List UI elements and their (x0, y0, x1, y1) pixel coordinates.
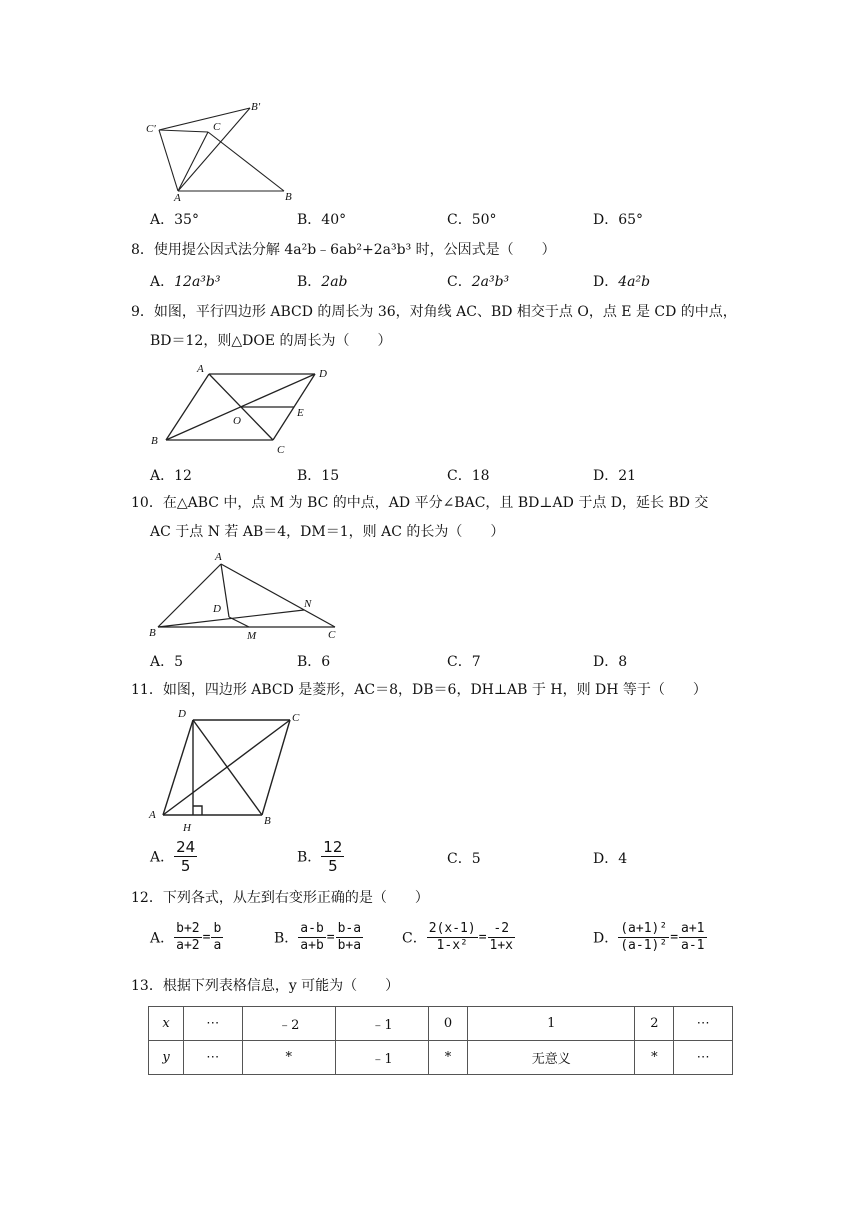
equals-sign: = (202, 930, 211, 945)
fraction-numerator: b+2 (176, 921, 200, 936)
option-text: 4a²b (618, 274, 651, 290)
table-cell: ﹣1 (335, 1041, 428, 1075)
q8-option-c[interactable] (447, 271, 509, 291)
option-letter: B． (274, 930, 299, 947)
q10-option-c[interactable] (447, 651, 481, 671)
fraction-denominator: a-1 (681, 938, 705, 953)
q11-option-b[interactable] (297, 838, 344, 875)
q9-label-b: B (151, 435, 158, 447)
q9-label-a: A (197, 363, 204, 375)
q9-option-c[interactable] (447, 465, 490, 485)
q7-label-cprime: C′ (146, 123, 156, 135)
option-letter: A． (150, 212, 175, 228)
fraction-numerator: (a+1)² (620, 921, 668, 936)
option-letter: B． (297, 849, 322, 866)
table-row-x (149, 1007, 733, 1041)
option-text: 4 (618, 851, 628, 867)
q8-option-a[interactable] (150, 271, 220, 291)
q8-stem: 8．使用提公因式法分解 4a²b﹣6ab²+2a³b³ 时，公因式是（ ） (131, 242, 556, 258)
q11-option-a[interactable] (150, 838, 197, 875)
option-letter: C． (447, 212, 472, 228)
option-fraction (321, 838, 344, 875)
fraction-numerator: b-a (337, 921, 362, 936)
option-letter: C． (447, 851, 472, 867)
table-cell: * (242, 1041, 335, 1075)
option-letter: B． (297, 468, 322, 484)
fraction-denominator: (a-1)² (620, 938, 668, 953)
q9-stem-line1: 9．如图，平行四边形 ABCD 的周长为 36，对角线 AC、BD 相交于点 O，点 E 是 CD 的中点， (131, 304, 737, 320)
fraction-numerator: b (213, 921, 222, 936)
option-letter: A． (150, 654, 175, 670)
left-fraction (427, 921, 478, 954)
q7-label-bprime: B′ (251, 101, 261, 113)
q11-label-b: B (264, 815, 271, 827)
q7-label-a: A (174, 192, 181, 202)
table-cell: ⋯ (183, 1041, 242, 1075)
q7-option-c[interactable] (447, 209, 497, 229)
q9-option-d[interactable] (593, 465, 636, 485)
table-cell: 2 (635, 1007, 674, 1041)
fraction-denominator: b+a (337, 938, 362, 953)
option-letter: D． (593, 468, 619, 484)
q10-label-n: N (304, 598, 312, 610)
option-letter: B． (297, 654, 322, 670)
option-letter: D． (593, 274, 619, 290)
fraction-denominator: 5 (328, 857, 338, 875)
q10-stem-line2: AC 于点 N 若 AB＝4，DM＝1，则 AC 的长为（ ） (150, 524, 505, 540)
option-text: 50° (471, 212, 497, 228)
q12-option-d[interactable] (593, 921, 707, 954)
option-text: 18 (471, 468, 490, 484)
option-text: 5 (471, 851, 481, 867)
fraction-numerator: a-b (300, 921, 324, 936)
fraction-denominator: a (213, 938, 222, 953)
q7-option-a[interactable] (150, 209, 199, 229)
table-cell: ⋯ (674, 1007, 733, 1041)
option-text: 40° (321, 212, 347, 228)
table-cell: 1 (467, 1007, 635, 1041)
q13-info-table (148, 1006, 733, 1075)
table-cell: ⋯ (183, 1007, 242, 1041)
option-text: 2ab (321, 274, 348, 290)
q9-stem-line2: BD＝12，则△DOE 的周长为（ ） (150, 333, 392, 349)
option-text: 7 (471, 654, 481, 670)
q11-option-c[interactable] (447, 848, 481, 868)
fraction-numerator: -2 (488, 921, 515, 938)
fraction-denominator: a+2 (176, 938, 200, 953)
left-fraction (618, 921, 669, 954)
fraction-denominator: 5 (180, 857, 191, 875)
q9-figure (145, 360, 345, 460)
option-fraction (174, 838, 197, 875)
right-fraction (336, 921, 363, 954)
option-text: 12a³b³ (174, 274, 221, 290)
option-letter: D． (593, 930, 619, 947)
option-text: 21 (618, 468, 637, 484)
q11-option-d[interactable] (593, 848, 627, 868)
fraction-numerator: 24 (176, 838, 196, 856)
equals-sign: = (326, 930, 335, 945)
q9-label-d: D (319, 368, 327, 380)
option-text: 15 (321, 468, 340, 484)
option-letter: A． (150, 274, 175, 290)
table-cell: y (149, 1041, 184, 1075)
fraction-denominator: 1+x (489, 938, 513, 953)
q8-option-d[interactable] (593, 271, 650, 291)
q9-label-e: E (297, 407, 304, 419)
table-cell: 0 (429, 1007, 468, 1041)
q11-stem: 11．如图，四边形 ABCD 是菱形，AC＝8，DB＝6，DH⊥AB 于 H，则 DH 等于（ ） (131, 682, 707, 698)
equals-sign: = (478, 930, 487, 945)
q10-label-b: B (149, 627, 156, 639)
q8-option-b[interactable] (297, 271, 348, 291)
equals-sign: = (670, 930, 679, 945)
q10-label-c: C (328, 629, 336, 641)
fraction-numerator: 2(x-1) (428, 921, 476, 936)
option-letter: A． (150, 468, 175, 484)
q9-label-c: C (277, 444, 285, 456)
q9-label-o: O (233, 415, 241, 427)
q11-figure (142, 704, 312, 838)
q7-label-b: B (285, 191, 292, 202)
option-letter: D． (593, 851, 619, 867)
table-cell: 无意义 (467, 1041, 635, 1075)
q10-option-a[interactable] (150, 651, 183, 671)
table-cell: ﹣1 (335, 1007, 428, 1041)
option-letter: B． (297, 212, 322, 228)
right-fraction (211, 921, 223, 954)
table-row-y (149, 1041, 733, 1075)
q10-option-b[interactable] (297, 651, 330, 671)
option-letter: C． (402, 930, 427, 947)
q11-label-d: D (178, 708, 186, 720)
option-letter: B． (297, 274, 322, 290)
q13-stem: 13．根据下列表格信息，y 可能为（ ） (131, 978, 400, 994)
right-fraction (679, 921, 706, 954)
fraction-denominator: 1-x² (436, 938, 468, 953)
q10-label-d: D (213, 603, 221, 615)
option-letter: C． (447, 274, 472, 290)
option-letter: D． (593, 212, 619, 228)
q7-option-d[interactable] (593, 209, 643, 229)
q7-label-c: C (213, 121, 221, 133)
q10-label-a: A (215, 551, 222, 563)
q10-figure (145, 548, 355, 644)
fraction-denominator: a+b (300, 938, 324, 953)
option-text: 5 (174, 654, 184, 670)
left-fraction (298, 921, 325, 954)
table-cell: * (429, 1041, 468, 1075)
table-cell: x (149, 1007, 184, 1041)
option-text: 12 (174, 468, 192, 484)
table-cell: * (635, 1041, 674, 1075)
q10-label-m: M (247, 630, 257, 642)
option-text: 35° (174, 212, 199, 228)
option-letter: D． (593, 654, 619, 670)
q12-option-a[interactable] (150, 921, 223, 954)
q11-label-a: A (149, 809, 156, 821)
q9-option-b[interactable] (297, 465, 339, 485)
table-cell: ⋯ (674, 1041, 733, 1075)
table-cell: ﹣2 (242, 1007, 335, 1041)
option-text: 8 (618, 654, 628, 670)
left-fraction (174, 921, 201, 954)
option-text: 6 (321, 654, 331, 670)
option-letter: C． (447, 468, 472, 484)
q7-figure (140, 98, 300, 202)
q12-option-b[interactable] (274, 921, 363, 954)
q12-option-c[interactable] (402, 921, 515, 954)
q11-label-h: H (183, 822, 191, 834)
q7-option-b[interactable] (297, 209, 346, 229)
option-letter: C． (447, 654, 472, 670)
option-text: 2a³b³ (471, 274, 510, 290)
q10-option-d[interactable] (593, 651, 627, 671)
q12-stem: 12．下列各式，从左到右变形正确的是（ ） (131, 890, 429, 906)
fraction-numerator: 12 (323, 838, 343, 856)
option-letter: A． (150, 930, 175, 947)
option-letter: A． (150, 849, 175, 866)
option-text: 65° (618, 212, 644, 228)
q9-option-a[interactable] (150, 465, 192, 485)
right-fraction (488, 921, 515, 954)
q11-label-c: C (292, 712, 300, 724)
fraction-numerator: a+1 (681, 921, 705, 936)
q10-stem-line1: 10．在△ABC 中，点 M 为 BC 的中点，AD 平分∠BAC，且 BD⊥AD 于点 D，延长 BD 交 (131, 495, 709, 511)
